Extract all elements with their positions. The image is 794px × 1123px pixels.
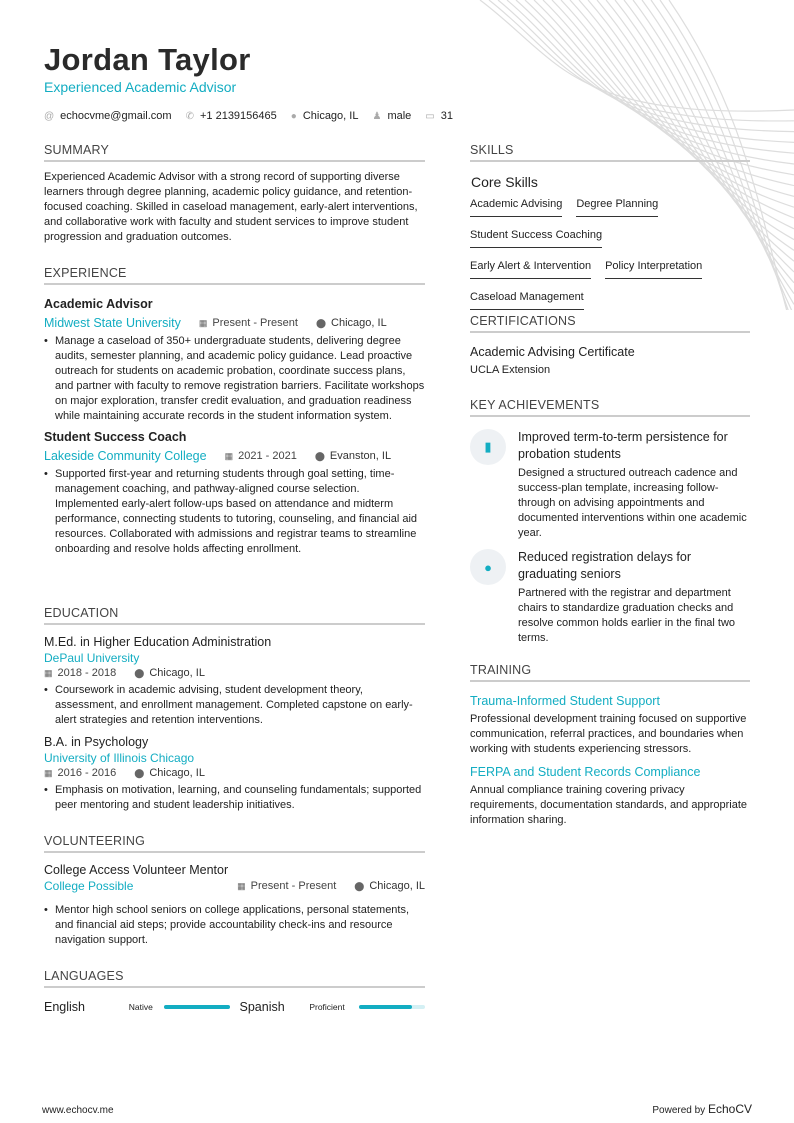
- degree: B.A. in Psychology: [44, 735, 149, 749]
- location: Chicago, IL: [369, 880, 425, 892]
- training-title: Trauma-Informed Student Support: [470, 694, 660, 708]
- education-item: [44, 635, 425, 728]
- job-role: Student Success Coach: [44, 430, 187, 444]
- degree: M.Ed. in Higher Education Administration: [44, 635, 272, 649]
- skill-tag: Student Success Coaching: [470, 227, 602, 248]
- language-name: English: [44, 1000, 85, 1014]
- location: Chicago, IL: [149, 667, 205, 679]
- location: Evanston, IL: [329, 450, 392, 462]
- language-proficiency-bar: [164, 1005, 230, 1009]
- training-section: [470, 663, 750, 828]
- footer-powered-by[interactable]: Powered by EchoCV: [652, 1102, 752, 1116]
- dates: 2021 - 2021: [238, 450, 297, 462]
- certificate-name: Academic Advising Certificate: [470, 345, 635, 359]
- calendar-icon: ▦: [44, 667, 53, 678]
- summary-text: Experienced Academic Advisor with a strong record of supporting diverse learners through degree planning, academic policy guidance, and retention-focused coaching. Skilled in caseload management, early-alert interventions, and collaborative work with faculty and student services to improve student progression and graduation outcomes.: [44, 171, 418, 243]
- education-item: [44, 735, 425, 813]
- training-title: FERPA and Student Records Compliance: [470, 765, 701, 779]
- location-icon: ⬤: [354, 880, 365, 891]
- achievement-text: Designed a structured outreach cadence and success-plan template, increasing follow-through on advising appointments and documented interventions within one academic year.: [518, 467, 747, 539]
- section-heading: SKILLS: [470, 143, 750, 162]
- candidate-title: Experienced Academic Advisor: [44, 79, 237, 95]
- location: Chicago, IL: [149, 767, 205, 779]
- section-heading: KEY ACHIEVEMENTS: [470, 398, 750, 417]
- achievement-text: Partnered with the registrar and department chairs to standardize graduation checks and resolve common holds earlier in the final two terms.: [518, 587, 736, 644]
- document-icon: ▮: [470, 429, 506, 465]
- contact-location: ● Chicago, IL: [290, 110, 359, 122]
- location-icon: ⬤: [315, 317, 327, 328]
- calendar-icon: ▭: [425, 111, 435, 122]
- dates: 2018 - 2018: [57, 667, 117, 679]
- certificate-issuer: UCLA Extension: [470, 364, 551, 376]
- location-icon: ⬤: [314, 450, 325, 461]
- language-name: Spanish: [239, 1000, 285, 1014]
- education-description: • Coursework in academic advising, student development theory, assessment, and enrollment management. Completed capstone on early-alert strategies and retention interventions.: [44, 683, 425, 728]
- achievements-section: [470, 398, 750, 654]
- volunteer-role: College Access Volunteer Mentor: [44, 863, 229, 877]
- calendar-icon: ▦: [224, 450, 234, 461]
- job-role: Academic Advisor: [44, 297, 153, 311]
- location-icon: ●: [290, 111, 297, 122]
- user-icon: ♟: [372, 111, 382, 122]
- training-text: Professional development training focused on supportive communication, referral practices, and boundaries when working with students experiencing stressors.: [470, 713, 747, 755]
- certifications-section: [470, 314, 750, 376]
- education-section: [44, 606, 425, 813]
- calendar-icon: ▦: [237, 880, 246, 891]
- school: University of Illinois Chicago: [44, 751, 195, 765]
- location: Chicago, IL: [331, 317, 387, 329]
- calendar-icon: ▦: [44, 767, 53, 778]
- company: Lakeside Community College: [44, 449, 207, 463]
- training-text: Annual compliance training covering privacy requirements, documentation standards, and appropriate information sharing.: [470, 784, 748, 826]
- contact-row: [44, 110, 453, 122]
- job-description: • Supported first-year and returning students through goal setting, time-management coaching, and pathway-aligned course selection. Implemented early-alert follow-ups based on attendance and midterm performance, connecting students to tutoring, counseling, and financial aid resources. Collaborated with admissions and registrar teams to streamline onboarding and resolve holds affecting enrollment.: [44, 467, 425, 557]
- contact-gender: ♟ male: [372, 110, 412, 122]
- contact-email[interactable]: @ echocvme@gmail.com: [44, 110, 172, 122]
- dates: 2016 - 2016: [57, 767, 117, 779]
- achievement-item: [470, 429, 750, 541]
- achievement-item: [470, 549, 750, 646]
- section-heading: EDUCATION: [44, 606, 425, 625]
- languages-section: [44, 969, 425, 1014]
- phone-icon: ✆: [185, 111, 194, 122]
- experience-section: [44, 266, 425, 557]
- dates: Present - Present: [250, 880, 337, 892]
- company: Midwest State University: [44, 316, 181, 330]
- skill-tag: Academic Advising: [470, 196, 562, 217]
- experience-item: [44, 430, 425, 557]
- location-icon: ⬤: [134, 767, 145, 778]
- calendar-icon: ▦: [198, 317, 208, 328]
- organization: College Possible: [44, 879, 134, 893]
- skills-group-title: Core Skills: [471, 174, 538, 190]
- job-description: • Manage a caseload of 350+ undergraduate students, delivering degree audits, semester planning, and academic policy guidance. Lead proactive outreach for students on academic probation, coordinate success plans, and partner with faculty to remove registration barriers. Facilitate workshops on major exploration, transfer credit evaluation, and graduation readiness while maintaining accurate records in the student information system.: [44, 334, 425, 424]
- achievement-title: Improved term-to-term persistence for probation students: [518, 430, 728, 461]
- section-heading: CERTIFICATIONS: [470, 314, 750, 333]
- language-level: Native: [128, 1002, 153, 1012]
- volunteer-description: • Mentor high school seniors on college applications, personal statements, and financial aid steps; provide accountability check-ins and resource navigation support.: [44, 903, 425, 948]
- skills-section: [470, 143, 750, 318]
- location-icon: ⬤: [134, 667, 145, 678]
- section-heading: LANGUAGES: [44, 969, 425, 988]
- language-level: Proficient: [309, 1002, 345, 1012]
- experience-item: [44, 297, 425, 424]
- achievement-title: Reduced registration delays for graduating seniors: [518, 550, 692, 581]
- contact-age: ▭ 31: [425, 110, 453, 122]
- chat-bubble-icon: ●: [470, 549, 506, 585]
- skill-tag: Caseload Management: [470, 289, 584, 310]
- school: DePaul University: [44, 651, 140, 665]
- language-proficiency-bar: [359, 1005, 425, 1009]
- candidate-name: Jordan Taylor: [44, 42, 251, 77]
- skill-tag: Degree Planning: [576, 196, 658, 217]
- skill-tag: Early Alert & Intervention: [470, 258, 591, 279]
- section-heading: SUMMARY: [44, 143, 425, 162]
- section-heading: TRAINING: [470, 663, 750, 682]
- skill-tag: Policy Interpretation: [605, 258, 702, 279]
- education-description: • Emphasis on motivation, learning, and counseling fundamentals; supported peer mentoring and student leadership initiatives.: [44, 783, 425, 813]
- footer-site-link[interactable]: www.echocv.me: [42, 1105, 114, 1116]
- volunteering-section: [44, 834, 425, 948]
- section-heading: VOLUNTEERING: [44, 834, 425, 853]
- at-icon: @: [44, 111, 55, 122]
- contact-phone[interactable]: ✆ +1 2139156465: [185, 110, 277, 122]
- dates: Present - Present: [212, 317, 298, 329]
- summary-section: [44, 143, 425, 245]
- section-heading: EXPERIENCE: [44, 266, 425, 285]
